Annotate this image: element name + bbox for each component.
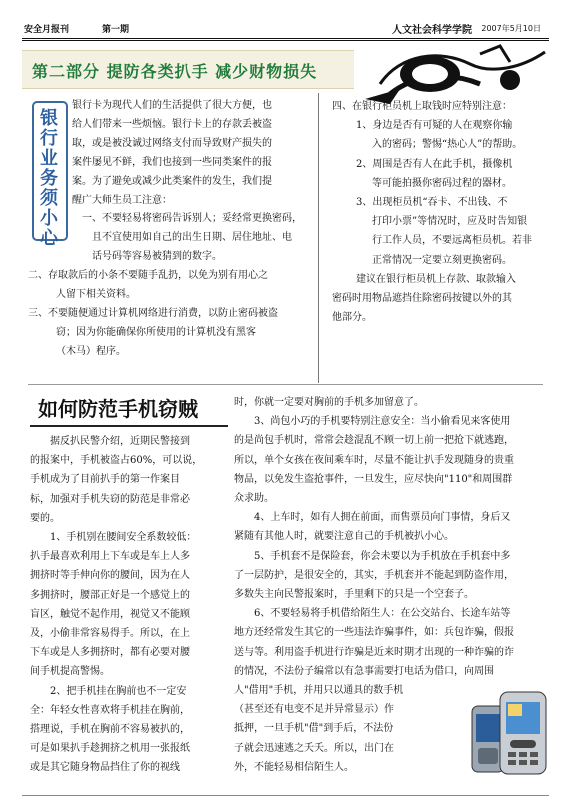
atm-tip: 3、出现柜员机“吞卡、不出钱、不 bbox=[356, 197, 508, 209]
intro-line: 案。为了避免或减少此类案件的发生，我们提 bbox=[72, 175, 272, 187]
paragraph-line: 外，不能轻易相信陌生人。 bbox=[234, 761, 354, 773]
atm-tip-cont: 入的密码；警惕“热心人”的帮助。 bbox=[372, 139, 523, 151]
intro-line: 醒广大师生员工注意： bbox=[72, 194, 172, 206]
paragraph-line: 多数失主向民警报案时，手里剩下的只是一个空套子。 bbox=[234, 589, 474, 601]
tip-item-2-cont: 人留下相关资料。 bbox=[56, 289, 136, 301]
publish-date: 2007年5月10日 bbox=[481, 24, 541, 33]
advice-line: 密码时用物品遮挡住除密码按键以外的其 bbox=[332, 293, 512, 305]
paragraph-line: 间手机提高警惕。 bbox=[30, 666, 110, 678]
atm-tip: 1、身边是否有可疑的人在观察你输 bbox=[356, 120, 513, 132]
paragraph-line: 的情况，不法份子编常以有急事需要打电话为借口，向周围 bbox=[234, 665, 494, 677]
paragraph-line: 物品，以免发生盗抢事件，一旦发生，应尽快向"110"和周围群 bbox=[234, 473, 513, 485]
paragraph-line: 4、上车时，如有人拥在前面，而售票员向门事情，身后又 bbox=[254, 512, 511, 524]
paragraph-line: 盲区，触觉不起作用，视觉又不能顾 bbox=[30, 608, 190, 620]
paragraph-line: （甚至还有电变不足并异常显示）作 bbox=[234, 704, 394, 716]
paragraph-line: 搭理说，手机在胸前不容易被扒的， bbox=[30, 724, 190, 736]
paragraph-line: 据反扒民警介绍，近期民警接到 bbox=[50, 436, 190, 447]
paragraph-line: 可是如果扒手趁拥挤之机用一张报纸 bbox=[30, 743, 190, 755]
paragraph-line: 下车或是人多拥挤时，都有必要对腰 bbox=[30, 647, 190, 659]
paragraph-line: 人"借用"手机，并用只以通具的数手机 bbox=[234, 685, 404, 697]
atm-tip-cont: 打印小票”等情况时，应及时告知银 bbox=[372, 216, 528, 228]
paragraph-line: 拥挤时等手伸向你的腰间，因为在人 bbox=[30, 570, 190, 582]
intro-line: 案件屡见不鲜，我们也接到一些同类案件的报 bbox=[72, 156, 272, 168]
issue-number: 第一期 bbox=[102, 25, 130, 35]
intro-line: 银行卡为现代人们的生活提供了很大方便，也 bbox=[72, 100, 272, 111]
vertical-title-text: 银行业务须小心 bbox=[40, 108, 58, 249]
column-divider bbox=[318, 93, 319, 383]
advice-line: 建议在银行柜员机上存款、取款输入 bbox=[356, 273, 516, 285]
atm-tip-cont: 正常情况一定要立刻更换密码。 bbox=[372, 254, 512, 266]
title-underline bbox=[30, 425, 228, 427]
intro-line: 取，或是被没诚过网络支付而导致财产损失的 bbox=[72, 137, 272, 149]
paragraph-line: 扒手最喜欢利用上下车或是车上人多 bbox=[30, 551, 190, 563]
publication-name: 安全月报刊 bbox=[24, 25, 70, 35]
phone-theft-left-column bbox=[30, 432, 228, 778]
paragraph-line: 抵押，一旦手机"借"到手后，不法份 bbox=[234, 723, 394, 735]
paragraph-line: 5、手机套不是保险套，你会未要以为手机放在手机套中多 bbox=[254, 550, 511, 562]
paragraph-line: 手机成为了目前扒手的第一作案目 bbox=[30, 474, 180, 486]
tip-item-1: 一、不要轻易将密码告诉别人；妥经常更换密码， bbox=[82, 213, 302, 225]
paragraph-line: 了一层防护，是很安全的，其实，手机套并不能起到防盗作用， bbox=[234, 569, 514, 581]
header-rule bbox=[22, 38, 549, 41]
tip-item-1-cont: 且不宜使用如自己的出生日期、居住地址、电 bbox=[92, 232, 292, 244]
advice-line: 他部分。 bbox=[332, 312, 372, 324]
footer-rule bbox=[22, 795, 549, 796]
tip-item-3-cont: （木马）程序。 bbox=[56, 345, 126, 357]
atm-tip: 2、周围是否有人在此手机，摄像机 bbox=[356, 158, 513, 170]
phone-theft-title: 如何防范手机窃贼 bbox=[38, 397, 198, 421]
banner-title: 第二部分 提防各类扒手 减少财物损失 bbox=[32, 62, 318, 81]
atm-tip-cont: 行工作人员，不要远离柜员机。若非 bbox=[372, 235, 532, 247]
paragraph-line: 众求助。 bbox=[234, 493, 274, 505]
paragraph-line: 子就会迅速逃之夭夭。所以，出门在 bbox=[234, 742, 394, 754]
paragraph-line: 时，你就一定要对胸前的手机多加留意了。 bbox=[234, 397, 424, 408]
vertical-section-title bbox=[32, 101, 68, 249]
atm-tip-cont: 等可能拍摄你密码过程的器材。 bbox=[372, 177, 512, 189]
tip-item-4-title: 四、在银行柜员机上取钱时应特别注意： bbox=[332, 101, 512, 112]
paragraph-line: 的是尚包手机时，常常会趁混乱不顾一切上前一把抢下就逃跑， bbox=[234, 435, 514, 447]
tip-item-1-cont: 话号码等容易被猜到的数字。 bbox=[92, 251, 222, 263]
paragraph-line: 及，小偷非常容易得手。所以，在上 bbox=[30, 628, 190, 640]
paragraph-line: 送与等。利用盗手机进行诈骗是近来时期才出现的一种诈骗的诈 bbox=[234, 646, 514, 658]
intro-line: 给人们带来一些烦恼。银行卡上的存款丢被盗 bbox=[72, 118, 272, 130]
paragraph-line: 2、把手机挂在胸前也不一定安 bbox=[50, 685, 187, 697]
mobile-phone-icon bbox=[470, 688, 556, 780]
section-banner bbox=[22, 50, 354, 89]
paragraph-line: 6、不要轻易将手机借给陌生人：在公交站台、长途车站等 bbox=[254, 608, 511, 620]
paragraph-line: 所以，单个女孩在夜间乘车时，尽量不能让扒手发现随身的贵重 bbox=[234, 454, 514, 466]
paragraph-line: 全：年轻女性喜欢将手机挂在胸前， bbox=[30, 704, 190, 716]
paragraph-line: 要的。 bbox=[30, 512, 60, 524]
paragraph-line: 多拥挤时，腰部正好是一个感觉上的 bbox=[30, 589, 190, 601]
tip-item-3-cont: 窃；因为你能确保你所使用的计算机没有黑客 bbox=[56, 326, 256, 338]
paragraph-line: 标，加强对手机失窃的防范是非常必 bbox=[30, 493, 190, 505]
tip-item-2: 二、存取款后的小条不要随手乱扔，以免为别有用心之 bbox=[28, 270, 268, 282]
paragraph-line: 3、尚包小巧的手机要特别注意安全：当小偷看见来客使用 bbox=[254, 416, 511, 428]
paragraph-line: 地方还经常发生其它的一些违法诈骗事件，如：兵包诈骗，假报 bbox=[234, 627, 514, 639]
paragraph-line: 紧随有其他人时，就要注意自己的手机被扒小心。 bbox=[234, 531, 454, 543]
organization-name: 人文社会科学学院 bbox=[392, 25, 472, 36]
section-divider bbox=[28, 384, 543, 385]
tip-item-3: 三、不要随便通过计算机网络进行消费，以防止密码被盗 bbox=[28, 307, 278, 319]
atm-safety-column bbox=[332, 97, 544, 327]
paragraph-line: 或是其它随身物品挡住了你的视线 bbox=[30, 762, 180, 774]
page-header bbox=[22, 21, 549, 37]
paragraph-line: 1、手机别在腰间安全系数较低： bbox=[50, 532, 197, 544]
paragraph-line: 的报案中，手机被盗占60%，可以说， bbox=[30, 455, 203, 467]
